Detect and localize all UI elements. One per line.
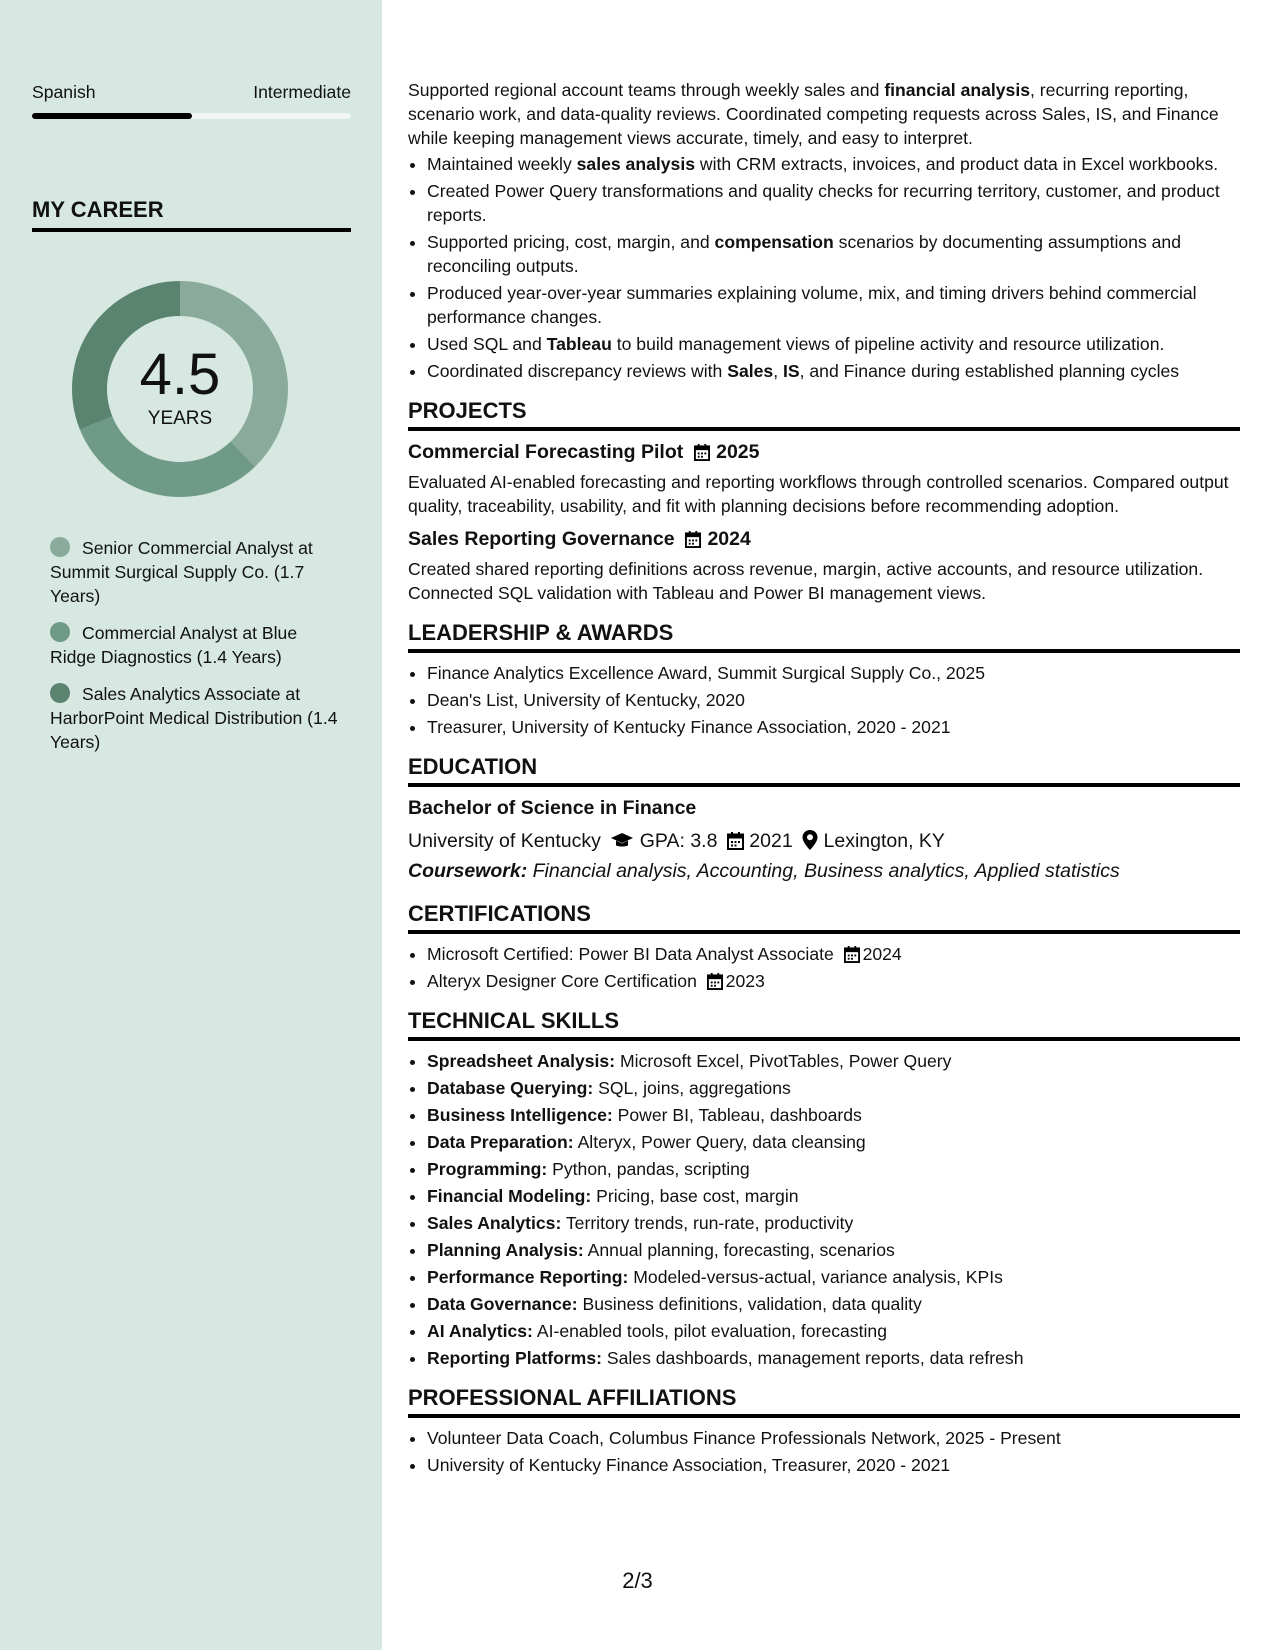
certification-item [427,969,1240,993]
certifications-heading: CERTIFICATIONS [408,900,1240,934]
experience-bullet [427,152,1240,176]
skill-label: Reporting Platforms: [427,1348,602,1368]
skill-item [427,1157,1240,1181]
coursework [408,856,1240,886]
skills-heading: TECHNICAL SKILLS [408,1007,1240,1041]
language-proficiency-bar [32,113,351,119]
certifications-list [408,942,1240,993]
project-title-row [408,439,1240,465]
experience-bullet [427,230,1240,278]
project-title: Commercial Forecasting Pilot [408,441,684,463]
skill-label: Performance Reporting: [427,1267,629,1287]
career-list [32,536,342,767]
graduation-cap-icon [610,832,634,850]
page-number: 2/3 [622,1568,653,1593]
text-segment: Supported pricing, cost, margin, and [427,232,715,252]
map-pin-icon [802,830,818,850]
calendar-icon [707,973,723,990]
text-segment: Coordinated discrepancy reviews with [427,361,728,381]
list-item: • Volunteer Data Coach, Columbus Finance Professionals Network, 2025 - Present [427,1426,1240,1450]
bold-text: compensation [714,232,834,252]
certification-item [427,942,1240,966]
gpa: GPA: 3.8 [639,830,718,852]
projects-heading: PROJECTS [408,397,1240,431]
education-details [408,826,1240,856]
skill-label: Database Querying: [427,1078,594,1098]
skills-list [408,1049,1240,1370]
skill-value: Business definitions, validation, data quality [577,1294,922,1314]
text-segment: , [773,361,783,381]
certification-name: Microsoft Certified: Power BI Data Analyst Associate [427,944,834,964]
degree-title: Bachelor of Science in Finance [408,797,697,819]
list-item: • Finance Analytics Excellence Award, Summit Surgical Supply Co., 2025 [427,661,1240,685]
skill-label: Sales Analytics: [427,1213,562,1233]
career-dot-icon [50,622,70,642]
bold-text: sales analysis [576,154,695,174]
list-item: • University of Kentucky Finance Association, Treasurer, 2020 - 2021 [427,1453,1240,1477]
sidebar [0,0,382,1650]
skill-label: Financial Modeling: [427,1186,592,1206]
text-segment: Maintained weekly [427,154,577,174]
graduation-year: 2021 [749,830,793,852]
project-year: 2024 [707,528,751,550]
certification-name: Alteryx Designer Core Certification [427,971,697,991]
skill-value: Python, pandas, scripting [547,1159,750,1179]
career-dot-icon [50,537,70,557]
project-title-row [408,526,1240,552]
text-segment: , recurring reporting, scenario work, and data-quality reviews. Coordinated competing requests across Sales, IS, and Finance while keeping management views accurate, timely, and easy to interpret. [408,80,1219,148]
skill-value: SQL, joins, aggregations [593,1078,791,1098]
coursework-label: Coursework: [408,860,528,882]
skill-label: Data Preparation: [427,1132,574,1152]
text-segment: Produced year-over-year summaries explaining volume, mix, and timing drivers behind commercial performance changes. [427,283,1197,327]
education-location: Lexington, KY [823,830,945,852]
main-content [408,78,1240,1480]
skill-item [427,1103,1240,1127]
skill-item [427,1211,1240,1235]
project-description: Evaluated AI-enabled forecasting and reporting workflows through controlled scenarios. Compared output quality, traceability, usability, and fit with planning decisions before recommending adoption. [408,472,1229,516]
skill-item [427,1184,1240,1208]
skill-item [427,1238,1240,1262]
skill-value: Pricing, base cost, margin [591,1186,799,1206]
language-level: Intermediate [253,82,351,102]
skill-value: Annual planning, forecasting, scenarios [583,1240,895,1260]
skill-item [427,1130,1240,1154]
text-segment: to build management views of pipeline activity and resource utilization. [611,334,1165,354]
text-segment: Created Power Query transformations and quality checks for recurring territory, customer, and product reports. [427,181,1220,225]
list-item: • Treasurer, University of Kentucky Finance Association, 2020 - 2021 [427,715,1240,739]
total-years-unit: YEARS [147,408,213,429]
calendar-icon [727,832,744,850]
skill-value: AI-enabled tools, pilot evaluation, forecasting [532,1321,887,1341]
skill-value: Modeled-versus-actual, variance analysis, KPIs [628,1267,1003,1287]
project-year: 2025 [716,441,760,463]
skill-label: AI Analytics: [427,1321,533,1341]
skill-label: Planning Analysis: [427,1240,584,1260]
calendar-icon [844,946,860,963]
affiliations-heading: PROFESSIONAL AFFILIATIONS [408,1384,1240,1418]
certification-year: 2023 [725,971,765,991]
text-segment: Supported regional account teams through weekly sales and [408,80,885,100]
calendar-icon [694,444,710,461]
skill-item [427,1346,1240,1370]
list-item: • Dean's List, University of Kentucky, 2020 [427,688,1240,712]
experience-bullet [427,359,1240,383]
bold-text: financial analysis [884,80,1031,100]
skill-value: Sales dashboards, management reports, data refresh [601,1348,1024,1368]
bold-text: IS [782,361,800,381]
certification-year: 2024 [862,944,902,964]
skill-item [427,1292,1240,1316]
calendar-icon [685,531,701,548]
text-segment: Used SQL and [427,334,547,354]
skill-value: Power BI, Tableau, dashboards [612,1105,862,1125]
career-heading: MY CAREER [32,196,351,232]
project-description: Created shared reporting definitions across revenue, margin, active accounts, and resource utilization. Connected SQL validation with Tableau and Power BI management views. [408,559,1204,603]
project-title: Sales Reporting Governance [408,528,675,550]
skill-item [427,1319,1240,1343]
text-segment: scenarios by documenting assumptions and reconciling outputs. [427,232,1181,276]
leadership-heading: LEADERSHIP & AWARDS [408,619,1240,653]
skill-value: Microsoft Excel, PivotTables, Power Query [615,1051,952,1071]
education-heading: EDUCATION [408,753,1240,787]
career-item-text: Senior Commercial Analyst at Summit Surgical Supply Co. (1.7 Years) [50,538,313,606]
experience-summary [408,78,1240,150]
leadership-list [408,661,1240,739]
skill-value: Alteryx, Power Query, data cleansing [573,1132,866,1152]
projects-list [408,439,1240,605]
bold-text: Sales [727,361,774,381]
career-item [32,682,342,754]
bold-text: Tableau [546,334,612,354]
career-item-text: Commercial Analyst at Blue Ridge Diagnostics (1.4 Years) [50,623,298,667]
experience-bullets [408,152,1240,383]
affiliations-list [408,1426,1240,1477]
skill-label: Programming: [427,1159,548,1179]
skill-value: Territory trends, run-rate, productivity [561,1213,854,1233]
experience-bullet [427,179,1240,227]
skill-label: Business Intelligence: [427,1105,613,1125]
school-name: University of Kentucky [408,830,601,852]
career-donut-chart [65,274,295,504]
career-item [32,621,342,669]
skill-item [427,1076,1240,1100]
skill-item [427,1049,1240,1073]
skill-item [427,1265,1240,1289]
experience-bullet [427,281,1240,329]
career-dot-icon [50,683,70,703]
experience-bullet [427,332,1240,356]
skill-label: Data Governance: [427,1294,578,1314]
skill-label: Spreadsheet Analysis: [427,1051,616,1071]
career-item-text: Sales Analytics Associate at HarborPoint Medical Distribution (1.4 Years) [50,684,338,752]
text-segment: , and Finance during established planning cycles [799,361,1180,381]
text-segment: with CRM extracts, invoices, and product data in Excel workbooks. [695,154,1219,174]
language-name: Spanish [32,82,96,102]
career-item [32,536,342,608]
language-proficiency-fill [32,113,192,119]
coursework-list: Financial analysis, Accounting, Business analytics, Applied statistics [532,860,1120,882]
total-years-value: 4.5 [139,342,221,407]
